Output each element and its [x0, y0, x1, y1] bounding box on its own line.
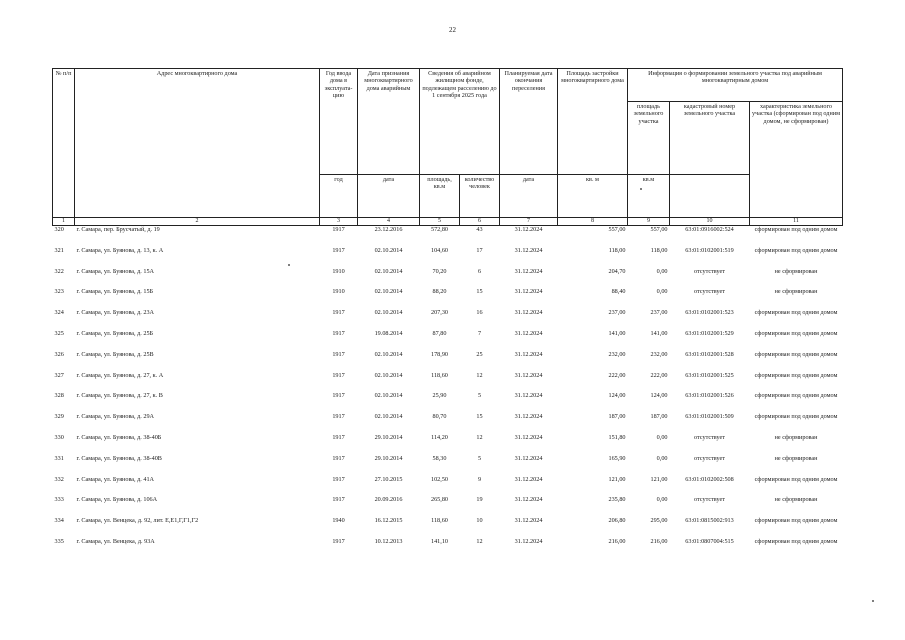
column-number: 8: [558, 218, 628, 226]
unit-blank: [670, 175, 750, 218]
row-number: 334: [54, 517, 64, 525]
unit-year: год: [320, 175, 358, 218]
row-land-char: сформирован под одним домом: [754, 246, 838, 254]
row-people: 9: [477, 475, 482, 483]
row-area: 118,60: [431, 517, 448, 525]
row-area: 25,90: [432, 392, 447, 400]
row-year: 1917: [332, 537, 345, 545]
row-people: 15: [476, 288, 483, 296]
table-row: [53, 247, 843, 268]
row-area: 572,80: [430, 226, 448, 233]
row-people: 10: [476, 517, 483, 525]
row-area: 178,90: [430, 350, 448, 358]
header-land-area: площадь земельного участка: [628, 102, 670, 175]
row-building-area: 141,00: [608, 329, 626, 337]
row-cadastral: 63:01:0807004:515: [685, 537, 734, 545]
row-land-char: сформирован под одним домом: [754, 309, 838, 317]
row-year: 1917: [332, 246, 345, 254]
row-land-char: сформирован под одним домом: [754, 413, 838, 421]
row-planned-date: 31.12.2024: [514, 288, 543, 296]
row-year: 1917: [332, 433, 345, 441]
row-emergency-date: 20.09.2016: [374, 496, 403, 504]
row-number: 330: [54, 433, 64, 441]
row-cadastral: отсутствует: [694, 267, 725, 275]
row-number: 322: [54, 267, 64, 275]
row-building-area: 121,00: [608, 475, 626, 483]
row-area: 58,30: [432, 454, 447, 462]
column-number: 1: [53, 218, 75, 226]
unit-people: количество человек: [460, 175, 500, 218]
row-address: г. Самара, ул. Буянова, д. 41А: [76, 475, 155, 483]
row-number: 326: [54, 350, 64, 358]
table-row: [53, 496, 843, 517]
row-emergency-date: 19.08.2014: [374, 329, 403, 337]
row-land-area: 124,00: [650, 392, 668, 400]
row-people: 19: [476, 496, 483, 504]
row-people: 25: [476, 350, 483, 358]
row-area: 70,20: [432, 267, 447, 275]
row-number: 329: [54, 413, 64, 421]
row-building-area: 88,40: [611, 288, 626, 296]
row-land-area: 0,00: [656, 267, 668, 275]
row-planned-date: 31.12.2024: [514, 309, 543, 317]
row-land-area: 232,00: [650, 350, 668, 358]
row-planned-date: 31.12.2024: [514, 537, 543, 545]
row-emergency-date: 02.10.2014: [374, 413, 403, 421]
row-address: г. Самара, ул. Буянова, д. 13, к. А: [76, 246, 164, 254]
table-row: [53, 351, 843, 372]
row-emergency-date: 02.10.2014: [374, 371, 403, 379]
column-number: 9: [628, 218, 670, 226]
header-address: Адрес многоквартирного дома: [75, 69, 320, 218]
header-land-info: Информация о формировании земельного участка под аварийным многоквартирным домом: [628, 69, 843, 102]
row-number: 332: [54, 475, 64, 483]
header-building-area: Площадь застройки многоквартирного дома: [558, 69, 628, 175]
row-building-area: 235,80: [608, 496, 626, 504]
table-row: [53, 517, 843, 538]
row-cadastral: 63:01:0916002:524: [685, 226, 734, 233]
row-cadastral: 63:01:0102001:519: [685, 246, 734, 254]
table-row: [53, 392, 843, 413]
unit-date2: дата: [500, 175, 558, 218]
row-year: 1917: [332, 350, 345, 358]
row-year: 1910: [332, 288, 345, 296]
table-row: [53, 538, 843, 559]
row-cadastral: 63:01:0815002:913: [685, 517, 734, 525]
row-address: г. Самара, ул. Буянова, д. 38-40В: [76, 454, 162, 462]
column-number: 7: [500, 218, 558, 226]
row-people: 17: [476, 246, 483, 254]
row-cadastral: 63:01:0102001:509: [685, 413, 734, 421]
row-land-char: сформирован под одним домом: [754, 475, 838, 483]
row-number: 325: [54, 329, 64, 337]
row-emergency-date: 02.10.2014: [374, 267, 403, 275]
column-number: 11: [750, 218, 843, 226]
row-number: 323: [54, 288, 64, 296]
row-year: 1917: [332, 309, 345, 317]
row-year: 1940: [332, 517, 345, 525]
table-row: [53, 372, 843, 393]
row-planned-date: 31.12.2024: [514, 329, 543, 337]
row-land-char: сформирован под одним домом: [754, 537, 838, 545]
row-emergency-date: 02.10.2014: [374, 350, 403, 358]
row-number: 335: [54, 537, 64, 545]
header-land-char: характеристика земельного участка (сформирован под одним домом, не сформирован): [750, 102, 843, 218]
row-land-area: 557,00: [650, 226, 668, 233]
row-people: 5: [477, 454, 482, 462]
unit-sqm2: кв.м: [628, 175, 670, 218]
row-emergency-date: 29.10.2014: [374, 454, 403, 462]
table-row: [53, 288, 843, 309]
row-year: 1917: [332, 371, 345, 379]
row-emergency-date: 29.10.2014: [374, 433, 403, 441]
row-land-area: 237,00: [650, 309, 668, 317]
table-row: [53, 268, 843, 289]
row-area: 265,80: [430, 496, 448, 504]
row-people: 12: [476, 537, 483, 545]
row-area: 80,70: [432, 413, 447, 421]
row-year: 1910: [332, 267, 345, 275]
page-number: 22: [449, 26, 456, 34]
row-building-area: 187,00: [608, 413, 626, 421]
table-row: [53, 476, 843, 497]
row-emergency-date: 02.10.2014: [374, 309, 403, 317]
row-land-area: 0,00: [656, 496, 668, 504]
row-address: г. Самара, ул. Буянова, д. 29А: [76, 413, 155, 421]
column-number: 2: [75, 218, 320, 226]
row-building-area: 237,00: [608, 309, 626, 317]
row-number: 333: [54, 496, 64, 504]
row-address: г. Самара, ул. Буянова, д. 106А: [76, 496, 158, 504]
row-planned-date: 31.12.2024: [514, 350, 543, 358]
table-row: [53, 413, 843, 434]
row-land-area: 222,00: [650, 371, 668, 379]
row-planned-date: 31.12.2024: [514, 433, 543, 441]
row-emergency-date: 02.10.2014: [374, 246, 403, 254]
row-number: 328: [54, 392, 64, 400]
row-planned-date: 31.12.2024: [514, 413, 543, 421]
row-emergency-date: 02.10.2014: [374, 392, 403, 400]
row-building-area: 222,00: [608, 371, 626, 379]
column-number: 3: [320, 218, 358, 226]
row-emergency-date: 23.12.2016: [374, 226, 403, 233]
row-land-area: 187,00: [650, 413, 668, 421]
row-cadastral: 63:01:0102001:529: [685, 329, 734, 337]
row-address: г. Самара, ул. Буянова, д. 15Б: [76, 288, 154, 296]
row-planned-date: 31.12.2024: [514, 475, 543, 483]
unit-date: дата: [358, 175, 420, 218]
header-num: № п/п: [53, 69, 75, 218]
row-land-char: не сформирован: [774, 288, 818, 296]
row-people: 12: [476, 371, 483, 379]
table-row: [53, 434, 843, 455]
row-address: г. Самара, ул. Буянова, д. 25Б: [76, 329, 154, 337]
row-land-char: не сформирован: [774, 433, 818, 441]
row-area: 207,30: [430, 309, 448, 317]
row-number: 327: [54, 371, 64, 379]
header-year-built: Год ввода дома в эксплуата-цию: [320, 69, 358, 175]
row-address: г. Самара, ул. Буянова, д. 38-40Б: [76, 433, 162, 441]
column-number: 4: [358, 218, 420, 226]
row-area: 118,60: [431, 371, 448, 379]
scan-speck: [288, 264, 290, 266]
row-land-char: не сформирован: [774, 454, 818, 462]
row-cadastral: 63:01:0102002:508: [685, 475, 734, 483]
row-cadastral: 63:01:0102001:526: [685, 392, 734, 400]
row-land-char: не сформирован: [774, 267, 818, 275]
row-planned-date: 31.12.2024: [514, 454, 543, 462]
row-people: 43: [476, 226, 483, 233]
header-cadastral: кадастровый номер земельного участка: [670, 102, 750, 175]
row-people: 5: [477, 392, 482, 400]
row-land-char: сформирован под одним домом: [754, 371, 838, 379]
row-year: 1917: [332, 226, 345, 233]
row-planned-date: 31.12.2024: [514, 267, 543, 275]
row-land-char: сформирован под одним домом: [754, 329, 838, 337]
row-land-area: 121,00: [650, 475, 668, 483]
table-row: [53, 455, 843, 476]
row-building-area: 206,80: [608, 517, 626, 525]
row-people: 12: [476, 433, 483, 441]
row-address: г. Самара, ул. Буянова, д. 27, к. В: [76, 392, 163, 400]
row-cadastral: 63:01:0102001:523: [685, 309, 734, 317]
row-year: 1917: [332, 496, 345, 504]
scan-speck: [872, 600, 874, 602]
row-address: г. Самара, ул. Буянова, д. 27, к. А: [76, 371, 164, 379]
row-land-char: сформирован под одним домом: [754, 226, 838, 233]
row-people: 15: [476, 413, 483, 421]
row-emergency-date: 10.12.2013: [374, 537, 403, 545]
row-land-char: сформирован под одним домом: [754, 350, 838, 358]
row-building-area: 204,70: [608, 267, 626, 275]
row-people: 6: [477, 267, 482, 275]
row-area: 114,20: [431, 433, 448, 441]
row-area: 87,80: [432, 329, 447, 337]
row-year: 1917: [332, 454, 345, 462]
row-land-area: 118,00: [650, 246, 668, 254]
row-building-area: 216,00: [608, 537, 626, 545]
row-address: г. Самара, ул. Буянова, д. 23А: [76, 309, 155, 317]
row-cadastral: 63:01:0102001:525: [685, 371, 734, 379]
row-number: 321: [54, 246, 64, 254]
row-building-area: 232,00: [608, 350, 626, 358]
row-land-area: 141,00: [650, 329, 668, 337]
row-planned-date: 31.12.2024: [514, 246, 543, 254]
row-land-area: 0,00: [656, 288, 668, 296]
row-building-area: 557,00: [608, 226, 626, 233]
row-year: 1917: [332, 392, 345, 400]
row-land-char: сформирован под одним домом: [754, 392, 838, 400]
row-number: 320: [54, 226, 64, 233]
row-year: 1917: [332, 329, 345, 337]
row-land-char: сформирован под одним домом: [754, 517, 838, 525]
row-year: 1917: [332, 475, 345, 483]
unit-sqm: кв. м: [558, 175, 628, 218]
row-planned-date: 31.12.2024: [514, 371, 543, 379]
scan-speck: [640, 188, 642, 190]
row-emergency-date: 27.10.2015: [374, 475, 403, 483]
table-row: [53, 226, 843, 247]
row-planned-date: 31.12.2024: [514, 392, 543, 400]
row-land-area: 0,00: [656, 454, 668, 462]
row-planned-date: 31.12.2024: [514, 496, 543, 504]
row-people: 7: [477, 329, 482, 337]
row-cadastral: отсутствует: [694, 288, 725, 296]
row-area: 102,50: [430, 475, 448, 483]
row-planned-date: 31.12.2024: [514, 517, 543, 525]
row-address: г. Самара, пер. Брусчатый, д. 19: [76, 226, 160, 233]
row-cadastral: отсутствует: [694, 433, 725, 441]
row-number: 331: [54, 454, 64, 462]
row-cadastral: 63:01:0102001:528: [685, 350, 734, 358]
column-number: 10: [670, 218, 750, 226]
row-number: 324: [54, 309, 64, 317]
row-land-area: 295,00: [650, 517, 668, 525]
row-land-char: не сформирован: [774, 496, 818, 504]
row-cadastral: отсутствует: [694, 496, 725, 504]
header-planned-date: Планируемая дата окончания переселения: [500, 69, 558, 175]
header-emergency-date: Дата признания многоквартирного дома аварийным: [358, 69, 420, 175]
emergency-housing-table: [52, 68, 843, 559]
row-land-area: 0,00: [656, 433, 668, 441]
row-people: 16: [476, 309, 483, 317]
table-row: [53, 330, 843, 351]
column-number: 5: [420, 218, 460, 226]
row-address: г. Самара, ул. Венцека, д. 92, лит. Е,Е1,Г,Г1,Г2: [76, 517, 199, 525]
row-emergency-date: 02.10.2014: [374, 288, 403, 296]
row-area: 141,10: [430, 537, 448, 545]
unit-area: площадь, кв.м: [420, 175, 460, 218]
row-cadastral: отсутствует: [694, 454, 725, 462]
row-building-area: 165,90: [608, 454, 626, 462]
row-land-area: 216,00: [650, 537, 668, 545]
row-address: г. Самара, ул. Буянова, д. 15А: [76, 267, 155, 275]
row-year: 1917: [332, 413, 345, 421]
row-address: г. Самара, ул. Буянова, д. 25В: [76, 350, 154, 358]
row-building-area: 118,00: [608, 246, 626, 254]
row-emergency-date: 16.12.2015: [374, 517, 403, 525]
row-area: 88,20: [432, 288, 447, 296]
column-number: 6: [460, 218, 500, 226]
row-area: 104,60: [430, 246, 448, 254]
header-emergency-info: Сведения об аварийном жилищном фонде, подлежащем расселению до 1 сентября 2025 года: [420, 69, 500, 175]
row-building-area: 124,00: [608, 392, 626, 400]
row-planned-date: 31.12.2024: [514, 226, 543, 233]
row-building-area: 151,80: [608, 433, 626, 441]
row-address: г. Самара, ул. Венцека, д. 93А: [76, 537, 155, 545]
table-row: [53, 309, 843, 330]
